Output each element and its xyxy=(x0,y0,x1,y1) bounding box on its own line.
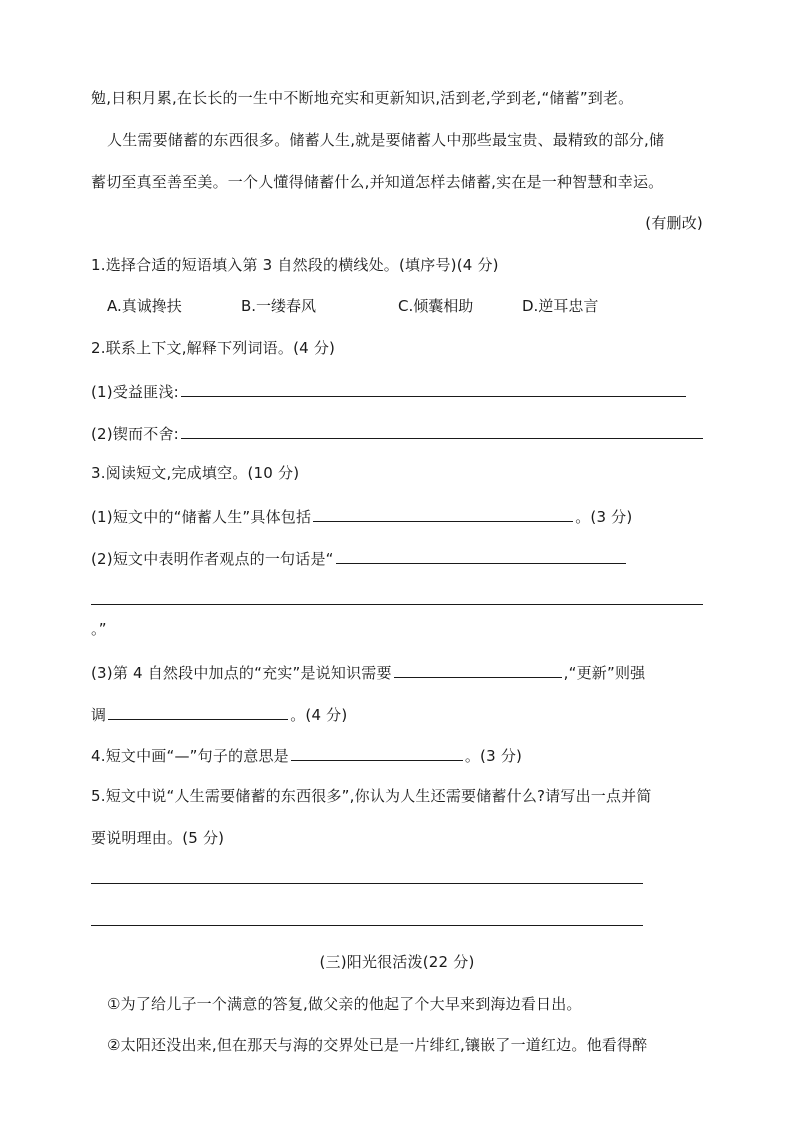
section-3-paragraph-2: ②太阳还没出来,但在那天与海的交界处已是一片绯红,镶嵌了一道红边。他看得醉 xyxy=(107,1036,648,1054)
question-1-option-a: A.真诚搀扶 xyxy=(107,297,182,315)
question-4 xyxy=(91,744,522,766)
question-1-option-b: B.一缕春风 xyxy=(241,297,317,315)
question-1-option-c: C.倾囊相助 xyxy=(398,297,474,315)
question-3-text: 3.阅读短文,完成填空。(10 分) xyxy=(91,464,300,482)
question-4-points: 。(3 分) xyxy=(464,747,523,765)
question-2-sub-2-label: (2)锲而不舍: xyxy=(91,425,179,443)
question-5-line-2: 要说明理由。(5 分) xyxy=(91,829,225,847)
question-3-sub-3-continued: ,“更新”则强 xyxy=(563,664,646,682)
question-3-sub-2-prompt: (2)短文中表明作者观点的一句话是“ xyxy=(91,550,334,568)
question-3-sub-2 xyxy=(91,547,628,569)
answer-blank[interactable] xyxy=(181,422,703,439)
passage-paragraph-line-1: 人生需要储蓄的东西很多。储蓄人生,就是要储蓄人中那些最宝贵、最精致的部分,储 xyxy=(107,131,665,149)
question-3-sub-1 xyxy=(91,505,632,527)
question-3-sub-3-word: 调 xyxy=(91,706,107,724)
question-2-text: 2.联系上下文,解释下列词语。(4 分) xyxy=(91,339,336,357)
answer-blank[interactable] xyxy=(181,380,686,397)
question-3-sub-2-end: 。” xyxy=(91,620,107,638)
answer-blank[interactable] xyxy=(291,744,463,761)
question-3-sub-3-points: 。(4 分) xyxy=(290,706,348,724)
question-4-prompt: 4.短文中画“—”句子的意思是 xyxy=(91,747,289,765)
question-2-sub-1 xyxy=(91,380,688,402)
section-3-paragraph-1: ①为了给儿子一个满意的答复,做父亲的他起了个大早来到海边看日出。 xyxy=(107,995,582,1013)
question-1-option-d: D.逆耳忠言 xyxy=(522,297,599,315)
answer-blank[interactable] xyxy=(394,661,562,678)
question-3-sub-3-line-2 xyxy=(91,703,347,725)
question-3-sub-1-points: 。(3 分) xyxy=(575,508,633,526)
answer-line[interactable] xyxy=(91,925,643,926)
answer-blank[interactable] xyxy=(313,505,573,522)
question-3-sub-3-prompt: (3)第 4 自然段中加点的“充实”是说知识需要 xyxy=(91,664,392,682)
passage-paragraph-line-2: 蓄切至真至善至美。一个人懂得储蓄什么,并知道怎样去储蓄,实在是一种智慧和幸运。 xyxy=(91,173,664,191)
question-3-sub-3 xyxy=(91,661,645,683)
section-3-title: (三)阳光很活泼(22 分) xyxy=(319,953,475,971)
answer-blank[interactable] xyxy=(336,547,626,564)
answer-blank[interactable] xyxy=(108,703,288,720)
answer-line[interactable] xyxy=(91,883,643,884)
question-1-text: 1.选择合适的短语填入第 3 自然段的横线处。(填序号)(4 分) xyxy=(91,256,499,274)
question-2-sub-1-label: (1)受益匪浅: xyxy=(91,383,179,401)
question-2-sub-2 xyxy=(91,422,705,444)
passage-line-1: 勉,日积月累,在长长的一生中不断地充实和更新知识,活到老,学到老,“储蓄”到老。 xyxy=(91,89,634,107)
passage-source-note: (有删改) xyxy=(645,214,703,232)
question-3-sub-1-prompt: (1)短文中的“储蓄人生”具体包括 xyxy=(91,508,312,526)
question-5-line-1: 5.短文中说“人生需要储蓄的东西很多”,你认为人生还需要储蓄什么?请写出一点并简 xyxy=(91,787,652,805)
answer-line[interactable] xyxy=(91,604,703,605)
